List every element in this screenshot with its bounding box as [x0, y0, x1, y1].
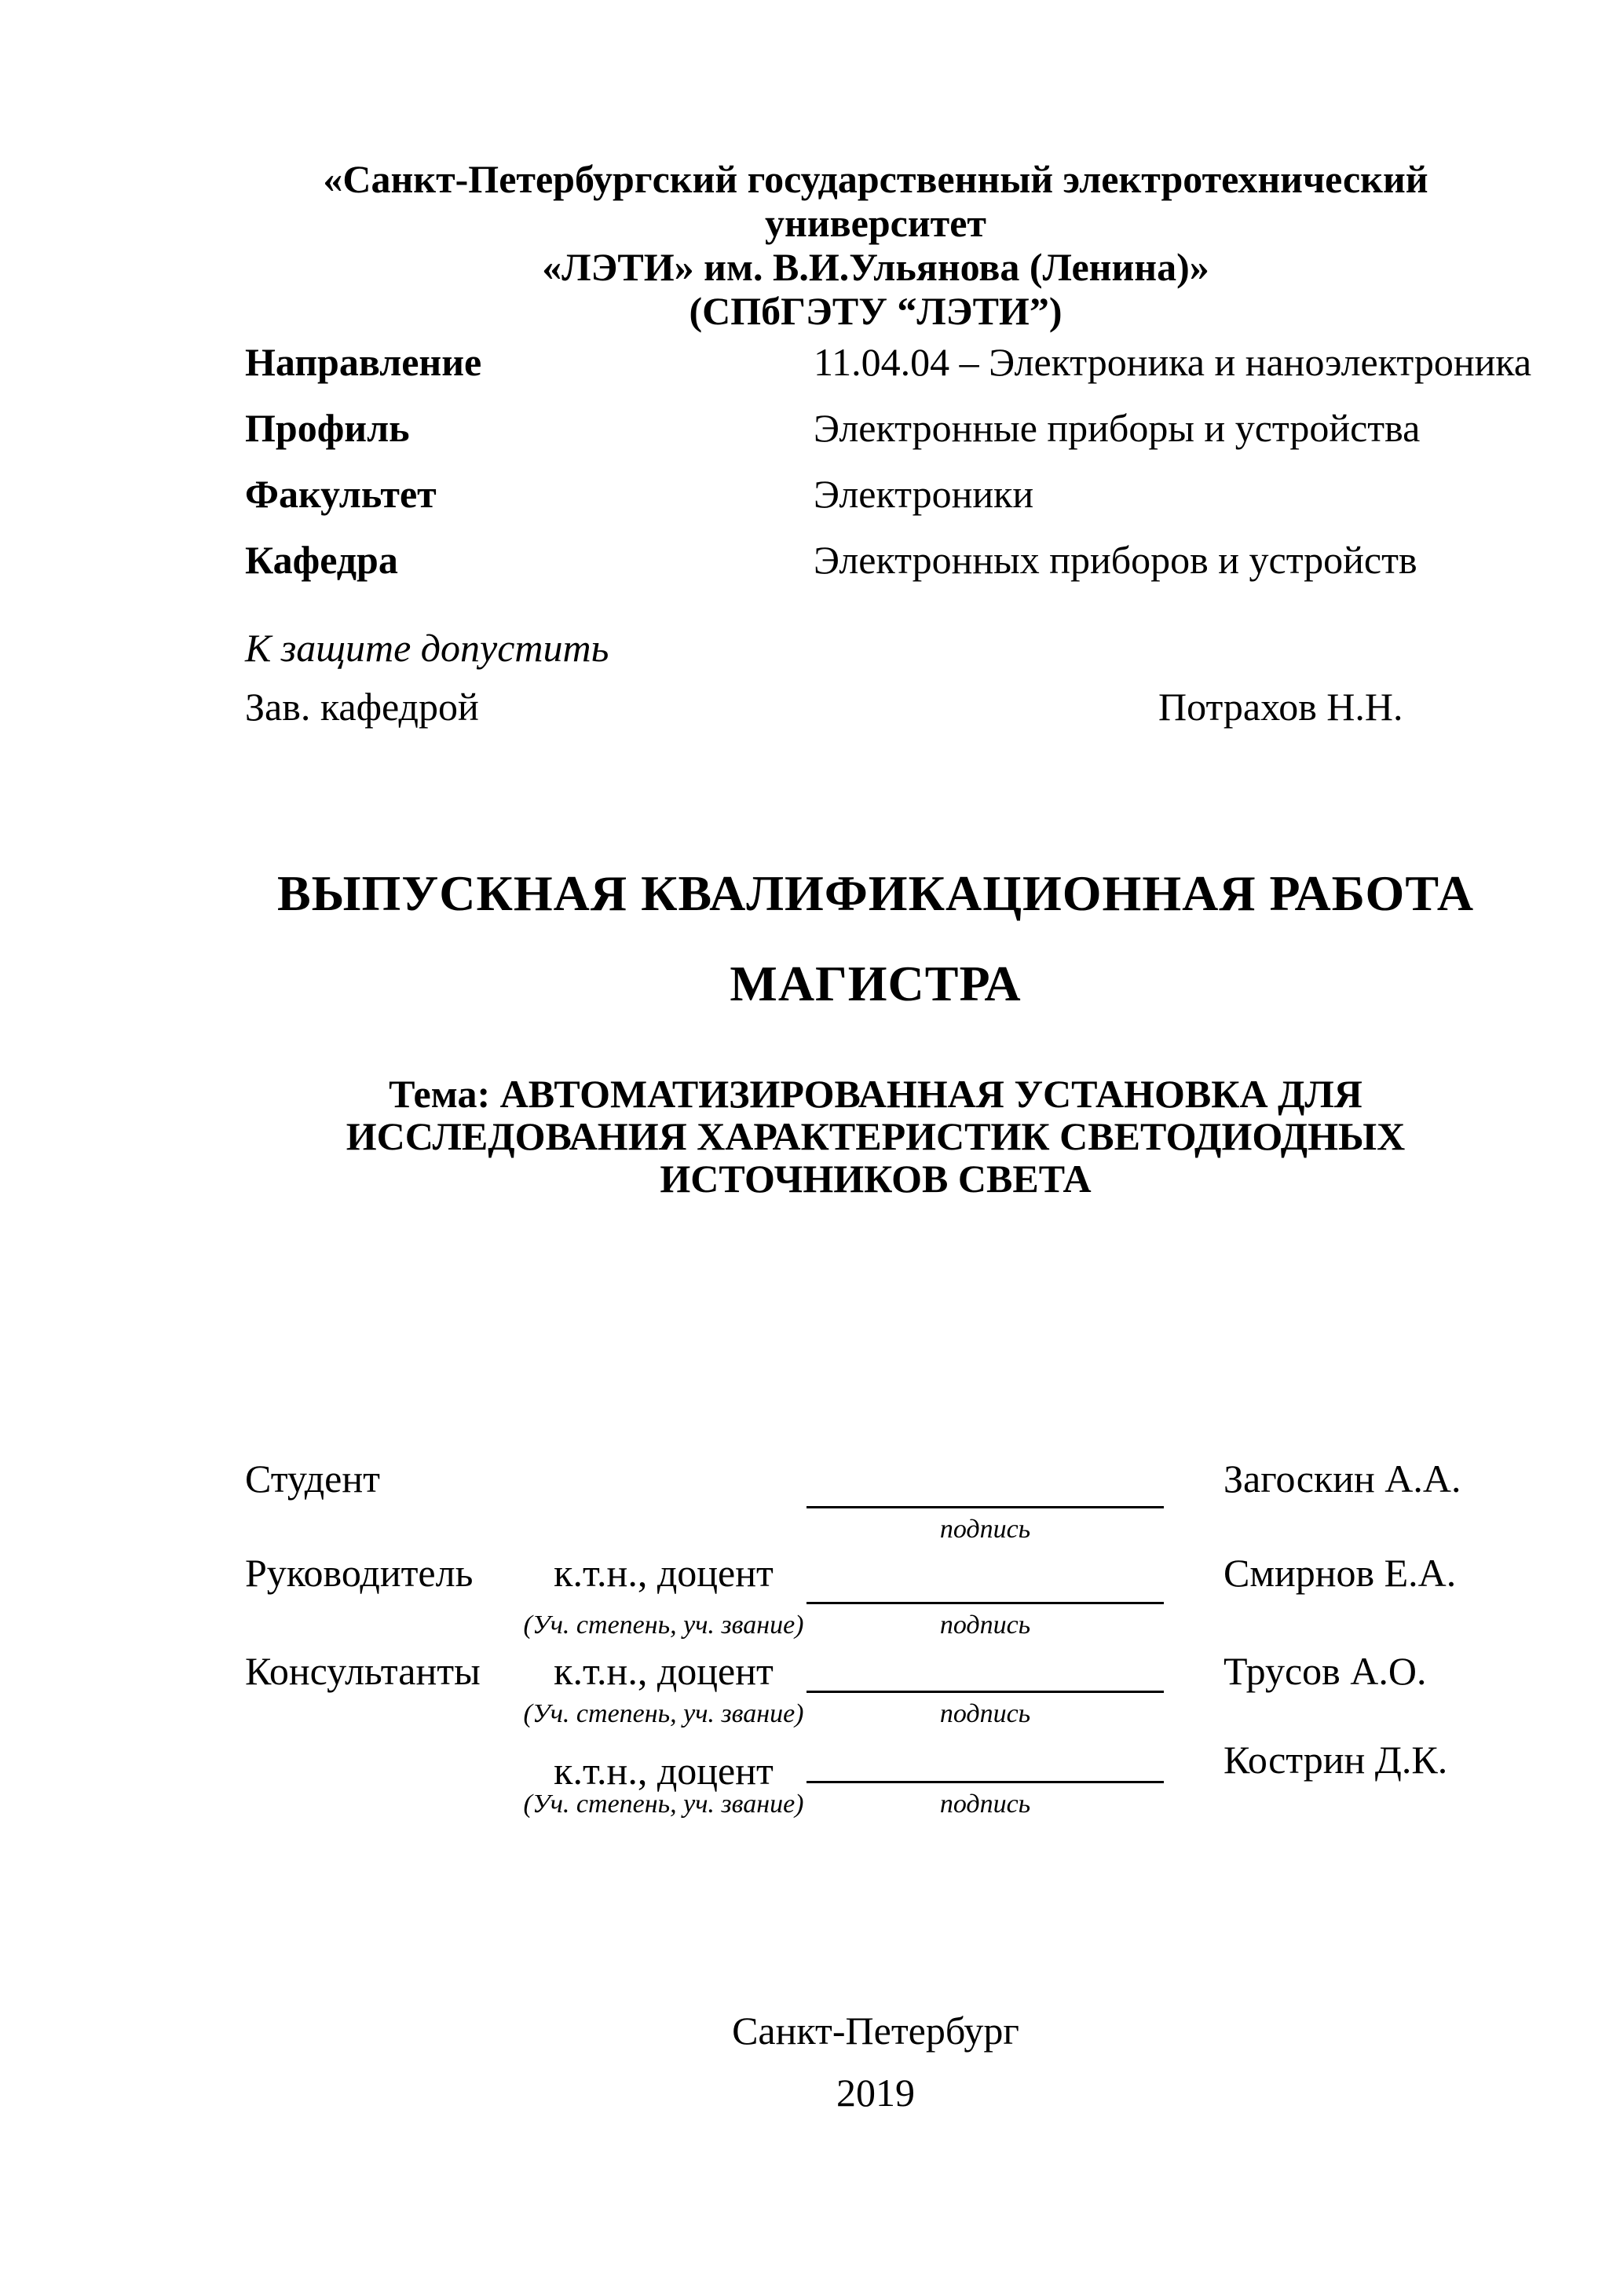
qualification-note: (Уч. степень, уч. звание)	[523, 1699, 804, 1728]
work-title-line2: МАГИСТРА	[730, 956, 1022, 1011]
signature-note: подпись	[939, 1515, 1031, 1544]
field-label-direction: Направление	[245, 340, 482, 384]
university-header-line1: «Санкт-Петербургский государственный электротехнический университет	[323, 157, 1428, 245]
signature-note: подпись	[939, 1610, 1031, 1640]
signature-note: подпись	[939, 1699, 1031, 1728]
university-header-line3: (СПбГЭТУ “ЛЭТИ”)	[689, 289, 1063, 333]
signature-name-consultant1: Трусов А.О.	[1223, 1649, 1427, 1693]
theme-line2: ИССЛЕДОВАНИЯ ХАРАКТЕРИСТИК СВЕТОДИОДНЫХ	[346, 1114, 1406, 1158]
admission-row	[245, 683, 1508, 730]
signature-role-supervisor: Руководитель	[245, 1551, 474, 1595]
signature-name-student: Загоскин А.А.	[1223, 1457, 1461, 1501]
university-header-line2: «ЛЭТИ» им. В.И.Ульянова (Ленина)»	[542, 245, 1209, 289]
qualification-note: (Уч. степень, уч. звание)	[523, 1790, 804, 1819]
footer-city: Санкт-Петербург	[732, 2009, 1019, 2053]
field-row-department	[245, 536, 1508, 583]
signature-line	[807, 1781, 1164, 1783]
signature-line	[807, 1691, 1164, 1693]
signature-qualification: к.т.н., доцент	[554, 1749, 774, 1793]
field-label-faculty: Факультет	[245, 472, 437, 516]
field-value-direction: 11.04.04 – Электроника и наноэлектроника	[814, 340, 1532, 384]
field-row-faculty	[245, 470, 1508, 517]
admission-role: Зав. кафедрой	[245, 685, 479, 729]
theme	[243, 1073, 1508, 1200]
signature-name-supervisor: Смирнов Е.А.	[1223, 1551, 1457, 1595]
work-title-line1: ВЫПУСКНАЯ КВАЛИФИКАЦИОННАЯ РАБОТА	[276, 865, 1475, 921]
signature-line	[807, 1602, 1164, 1604]
footer-year: 2019	[836, 2071, 915, 2115]
qualification-note: (Уч. степень, уч. звание)	[523, 1610, 804, 1640]
theme-line3: ИСТОЧНИКОВ СВЕТА	[660, 1157, 1092, 1201]
work-title	[243, 848, 1508, 1029]
field-value-department: Электронных приборов и устройств	[814, 538, 1417, 582]
signature-role-consultants: Консультанты	[245, 1649, 481, 1693]
signature-note: подпись	[939, 1790, 1031, 1819]
field-row-profile	[245, 404, 1508, 452]
field-value-faculty: Электроники	[814, 472, 1034, 516]
signature-line	[807, 1506, 1164, 1508]
signature-name-consultant2: Кострин Д.К.	[1223, 1738, 1448, 1782]
signature-qualification: к.т.н., доцент	[554, 1551, 774, 1595]
university-header	[243, 157, 1508, 333]
signature-role-student: Студент	[245, 1457, 380, 1501]
theme-line1: Тема: АВТОМАТИЗИРОВАННАЯ УСТАНОВКА ДЛЯ	[389, 1072, 1362, 1116]
admission-note: К защите допустить	[245, 626, 609, 670]
field-row-direction	[245, 338, 1532, 386]
signature-qualification: к.т.н., доцент	[554, 1649, 774, 1693]
admission-name: Потрахов Н.Н.	[1158, 685, 1403, 729]
field-label-department: Кафедра	[245, 538, 398, 582]
field-value-profile: Электронные приборы и устройства	[814, 406, 1421, 450]
field-label-profile: Профиль	[245, 406, 410, 450]
